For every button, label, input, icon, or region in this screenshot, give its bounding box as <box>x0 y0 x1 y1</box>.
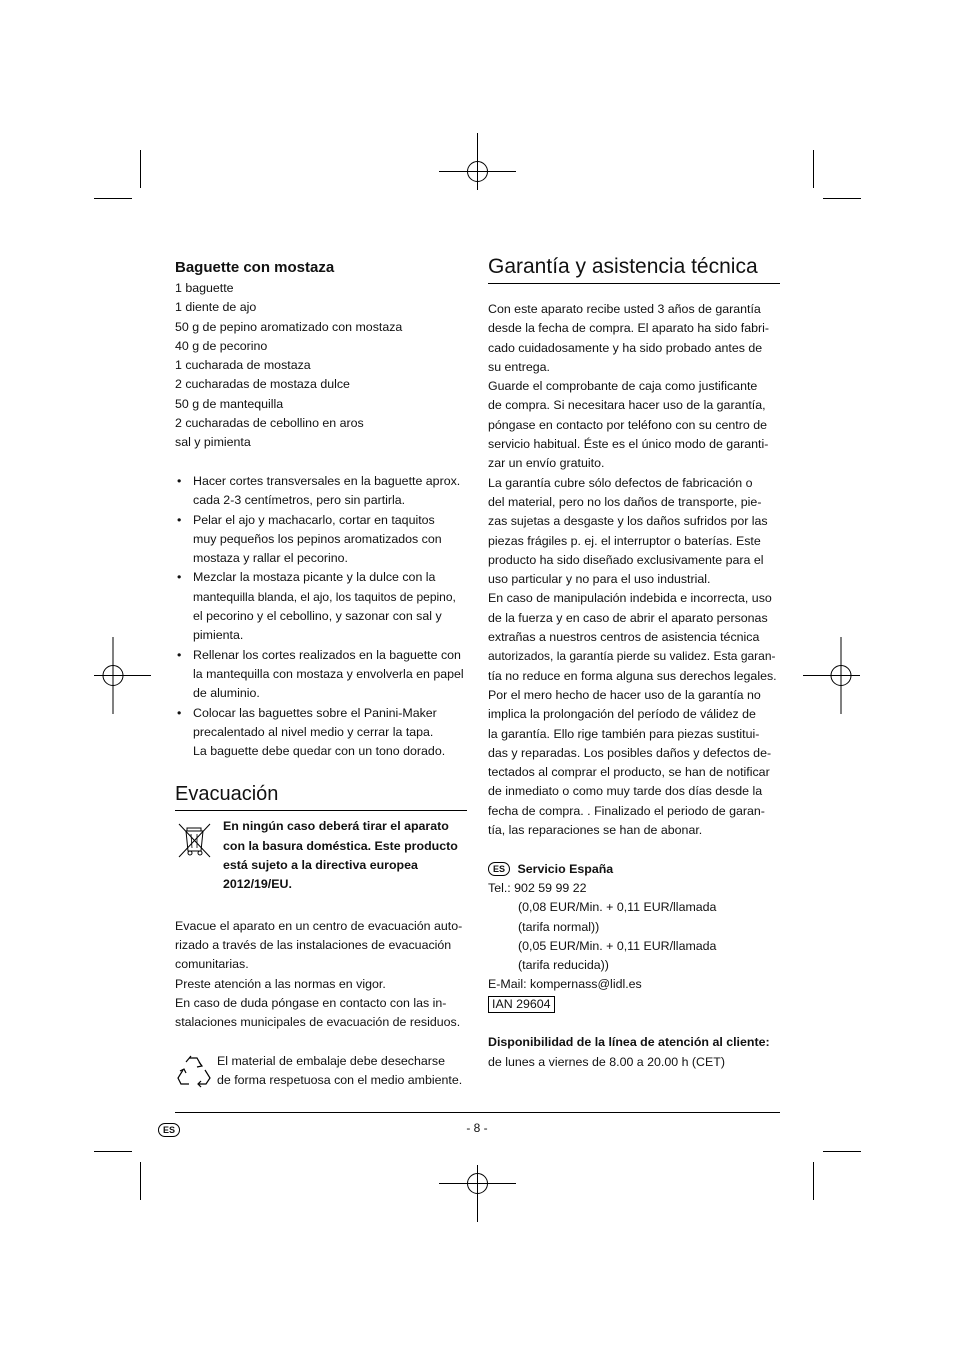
recipe-steps <box>175 472 467 761</box>
ingredient: sal y pimienta <box>175 435 251 450</box>
footer-country-badge: ES <box>158 1123 180 1137</box>
service-email: E-Mail: kompernass@lidl.es <box>488 977 642 992</box>
packaging-note: El material de embalaje debe desecharse de forma respetuosa con el medio ambiente. <box>175 1052 467 1091</box>
ian-box: IAN 29604 <box>488 996 555 1013</box>
ingredient: 1 baguette <box>175 281 234 295</box>
warranty-title: Garantía y asistencia técnica <box>488 254 780 284</box>
warranty-text: Con este aparato recibe usted 3 años de garantía desde la fecha de compra. El aparato ha sido fabri- cado cuidadosamente y ha sido probado antes de su entrega. Guarde el comprobante de caja como justificante de compra. Si necesitara hacer uso de la garantía, póngase en contacto por teléfono con su centro de servicio habitual. Éste es el único modo de garanti- zar un envío gratuito. La garantía cubre sólo defectos de fabricación o del material, pero no los daños de transporte, pie- zas sujetas a desgaste y los daños sufridos por las piezas frágiles p. ej. el interruptor o baterías. Este producto ha sido diseñado exclusivamente para el uso particular y no para el uso industrial. En caso de manipulación indebida e incorrecta, uso de la fuerza y en caso de abrir el aparato personas extrañas a nuestros centros de asistencia técnica autorizados, la garantía pierde su validez. Esta garan- tía no reduce en forma alguna sus derechos legales. Por el mero hecho de hacer uso de la garantía no implica la prolongación del período de válidez de la garantía. Ello rige también para piezas sustitui- das y reparadas. Los posibles daños y defectos de- tectados al comprar el producto, se han de notificar de inmediato o como muy tarde dos días desde la fecha de compra. . Finalizado el periodo de garan- tía, las reparaciones se han de abonar. <box>488 302 777 838</box>
country-badge: ES <box>488 862 510 876</box>
service-rate: (0,05 EUR/Min. + 0,11 EUR/llamada <box>518 938 717 953</box>
disposal-warning <box>175 817 467 897</box>
page-number: - 8 - <box>466 1121 488 1135</box>
ingredient: 50 g de pepino aromatizado con mostaza <box>175 319 403 334</box>
recycle-icon <box>175 1052 215 1092</box>
right-column <box>488 254 780 1072</box>
crosshair-icon <box>439 133 516 210</box>
service-rate: (tarifa reducida)) <box>518 958 609 973</box>
warning-line: con la basura doméstica. Este producto <box>223 838 458 853</box>
availability-title: Disponibilidad de la línea de atención al cliente: <box>488 1035 770 1050</box>
footer-divider <box>175 1112 780 1113</box>
recipe-step: • Hacer cortes transversales en la baguette aprox. cada 2-3 centímetros, pero sin partirla. <box>175 472 467 511</box>
crosshair-icon <box>803 637 860 714</box>
recipe-step: • Mezclar la mostaza picante y la dulce con la mantequilla blanda, el ajo, los taquitos de pepino, el pecorino y el cebollino, y sazonar con sal y pimienta. <box>175 568 467 645</box>
crossed-out-bin-icon <box>177 821 213 859</box>
recipe-title: Baguette con mostaza <box>175 259 335 276</box>
service-block <box>488 860 780 1072</box>
ingredient: 40 g de pecorino <box>175 338 268 353</box>
service-title: Servicio España <box>517 861 614 876</box>
ingredient: 2 cucharadas de cebollino en aros <box>175 416 364 431</box>
service-phone: Tel.: 902 59 99 22 <box>488 880 587 895</box>
service-rate: (tarifa normal)) <box>518 919 600 934</box>
recipe-step: • Colocar las baguettes sobre el Panini-Maker precalentado al nivel medio y cerrar la tapa. La baguette debe quedar con un tono dorado. <box>175 704 467 762</box>
crosshair-icon <box>94 637 151 714</box>
warning-line: está sujeto a la directiva europea <box>223 858 418 873</box>
warning-line: En ningún caso deberá tirar el aparato <box>223 819 449 834</box>
ingredient: 1 diente de ajo <box>175 300 257 315</box>
recipe-step: • Rellenar los cortes realizados en la baguette con la mantequilla con mostaza y envolverla en papel de aluminio. <box>175 646 467 704</box>
service-rate: (0,08 EUR/Min. + 0,11 EUR/llamada <box>518 900 717 915</box>
disposal-title: Evacuación <box>175 781 467 811</box>
ingredient: 1 cucharada de mostaza <box>175 358 311 373</box>
ingredient: 2 cucharadas de mostaza dulce <box>175 377 350 392</box>
disposal-body: Evacue el aparato en un centro de evacuación auto- rizado a través de las instalaciones de evacuación comunitarias. Preste atención a las normas en vigor. En caso de duda póngase en contacto con las in- stalaciones municipales de evacuación de residuos. <box>175 918 463 1030</box>
left-column <box>175 258 467 1090</box>
ingredient-list <box>175 279 467 453</box>
crosshair-icon <box>439 1145 516 1222</box>
warning-line: 2012/19/EU. <box>223 877 292 892</box>
ingredient: 50 g de mantequilla <box>175 396 284 411</box>
availability-hours: de lunes a viernes de 8.00 a 20.00 h (CET) <box>488 1054 725 1069</box>
recipe-step: • Pelar el ajo y machacarlo, cortar en taquitos muy pequeños los pepinos aromatizados con mostaza y rallar el pecorino. <box>175 511 467 569</box>
